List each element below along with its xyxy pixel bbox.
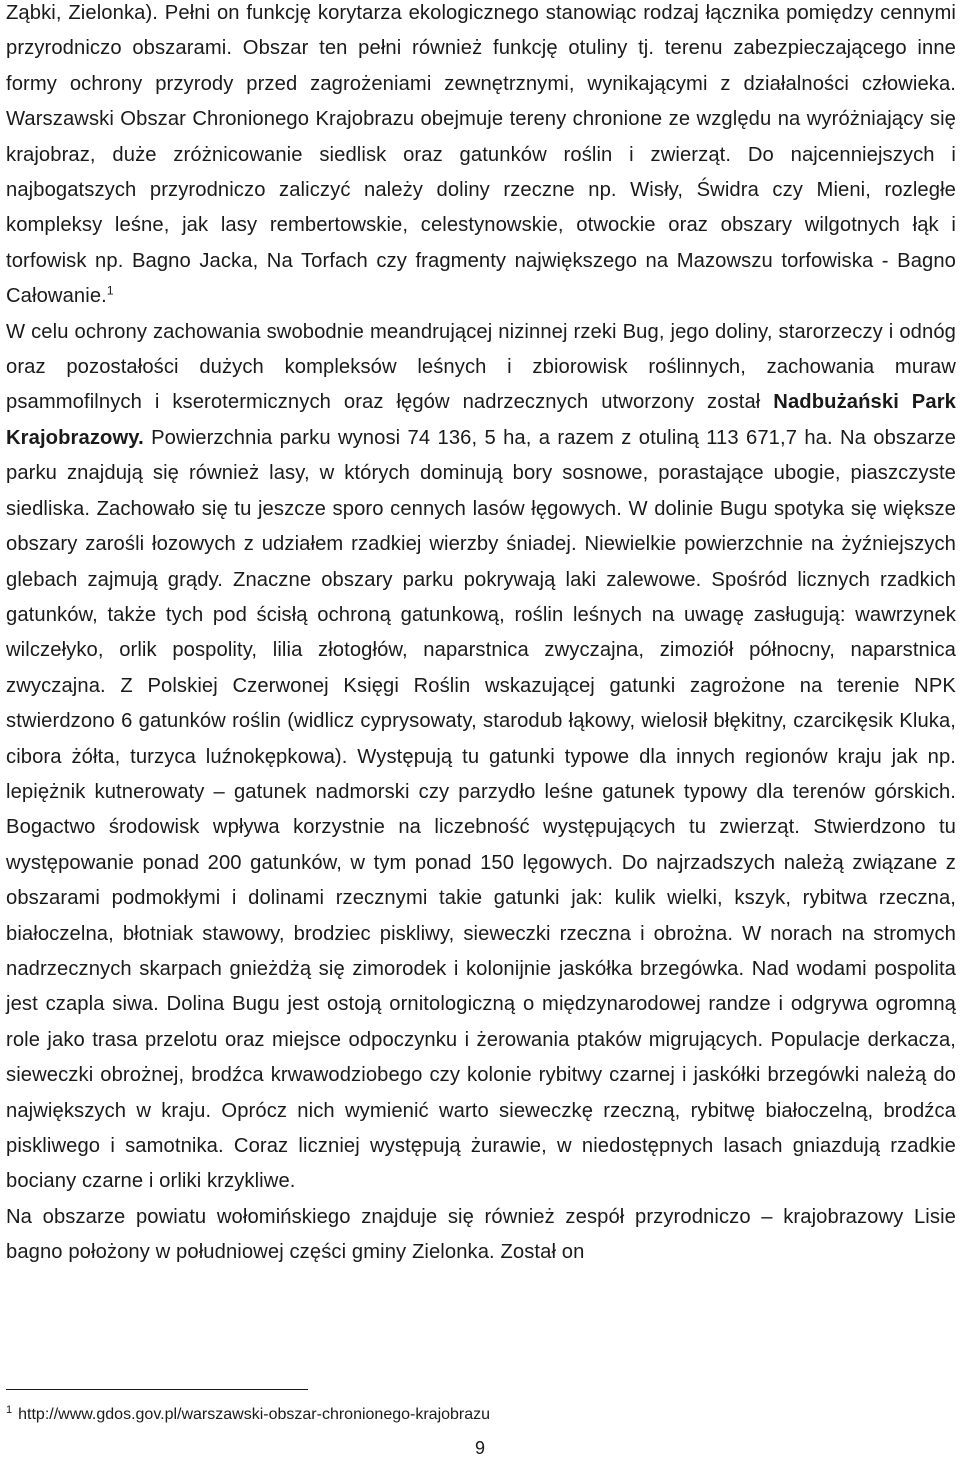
document-body (6, 0, 956, 1271)
paragraph-2 (6, 315, 956, 1200)
footnote-number: 1 (6, 1403, 13, 1416)
footnote (6, 1405, 490, 1425)
page-number: 9 (474, 1438, 485, 1458)
park-name-bold: Nadbużański Park Krajobrazowy. (6, 391, 956, 449)
paragraph-1-text: Ząbki, Zielonka). Pełni on funkcję korytarza ekologicznego stanowiąc rodzaj łącznika pomiędzy cennymi przyrodniczo obszarami. Obszar ten pełni również funkcję otuliny tj. terenu zabezpieczającego inne formy ochrony przyrody przed zagrożeniami zewnętrznymi, wynikającymi z działalności człowieka. Warszawski Obszar Chronionego Krajobrazu obejmuje tereny chronione ze względu na wyróżniający się krajobraz, duże zróżnicowanie siedlisk oraz gatunków roślin i zwierząt. Do najcenniejszych i najbogatszych przyrodniczo zaliczyć należy doliny rzeczne np. Wisły, Świdra czy Mieni, rozległe kompleksy leśne, jak lasy rembertowskie, celestynowskie, otwockie oraz obszary wilgotnych łąk i torfowisk np. Bagno Jacka, Na Torfach czy fragmenty największego na Mazowszu torfowiska - Bagno Całowanie. (6, 2, 956, 308)
footnote-separator (6, 1389, 308, 1390)
footnote-reference[interactable]: 1 (106, 283, 114, 298)
paragraph-3: Na obszarze powiatu wołomińskiego znajduje się również zespół przyrodniczo – krajobrazowy Lisie bagno położony w południowej części gminy Zielonka. Został on (6, 1205, 956, 1264)
paragraph-2-start: W celu ochrony zachowania swobodnie meandrującej nizinnej rzeki Bug, jego doliny, starorzeczy i odnóg oraz pozostałości dużych kompleksów leśnych i zbiorowisk roślinnych, zachowania muraw psammofilnych i kserotermicznych oraz łęgów nadrzecznych utworzony został (6, 320, 956, 414)
paragraph-2-rest: Powierzchnia parku wynosi 74 136, 5 ha, a razem z otuliną 113 671,7 ha. Na obszarze parku znajdują się również lasy, w których dominują bory sosnowe, porastające ubogie, piaszczyste siedliska. Zachowało się tu jeszcze sporo cennych lasów łęgowych. W dolinie Bugu spotyka się większe obszary zarośli łozowych z udziałem rzadkiej wierzby śniadej. Niewielkie powierzchnie na żyźniejszych glebach zajmują grądy. Znaczne obszary parku pokrywają laki zalewowe. Spośród licznych rzadkich gatunków, także tych pod ścisłą ochroną gatunkową, roślin leśnych na uwagę zasługują: wawrzynek wilczełyko, orlik pospolity, lilia złotogłów, naparstnica zwyczajna, zimoziół północny, naparstnica zwyczajna. Z Polskiej Czerwonej Księgi Roślin wskazującej gatunki zagrożone na terenie NPK stwierdzono 6 gatunków roślin (widlicz cyprysowaty, starodub łąkowy, wielosił błękitny, czarcikęsik Kluka, cibora żółta, turzyca luźnokępkowa). Występują tu gatunki typowe dla innych regionów kraju jak np. lepiężnik kutnerowaty – gatunek nadmorski czy parzydło leśne gatunek typowy dla terenów górskich. Bogactwo środowisk wpływa korzystnie na liczebność występujących tu zwierząt. Stwierdzono tu występowanie ponad 200 gatunków, w tym ponad 150 lęgowych. Do najrzadszych należą związane z obszarami podmokłymi i dolinami rzecznymi takie gatunki jak: kulik wielki, kszyk, rybitwa rzeczna, białoczelna, błotniak stawowy, brodziec piskliwy, sieweczki rzeczna i obrożna. W norach na stromych nadrzecznych skarpach gnieżdżą się zimorodek i kolonijnie jaskółka brzegówka. Nad wodami pospolita jest czapla siwa. Dolina Bugu jest ostoją ornitologiczną o międzynarodowej randze i odgrywa ogromną role jako trasa przelotu oraz miejsce odpoczynku i żerowania ptaków migrujących. Populacje derkacza, sieweczki obrożnej, brodźca krwawodziobego czy kolonie rybitwy czarnej i jaskółki brzegówki należą do największych w kraju. Oprócz nich wymienić warto sieweczkę rzeczną, rybitwę białoczelną, brodźca piskliwego i samotnika. Coraz liczniej występują żurawie, w niedostępnych lasach gniazdują rzadkie bociany czarne i orliki krzykliwe. (6, 426, 956, 1193)
paragraph-1 (6, 0, 956, 315)
footnote-link[interactable]: http://www.gdos.gov.pl/warszawski-obszar-chronionego-krajobrazu (18, 1406, 491, 1423)
